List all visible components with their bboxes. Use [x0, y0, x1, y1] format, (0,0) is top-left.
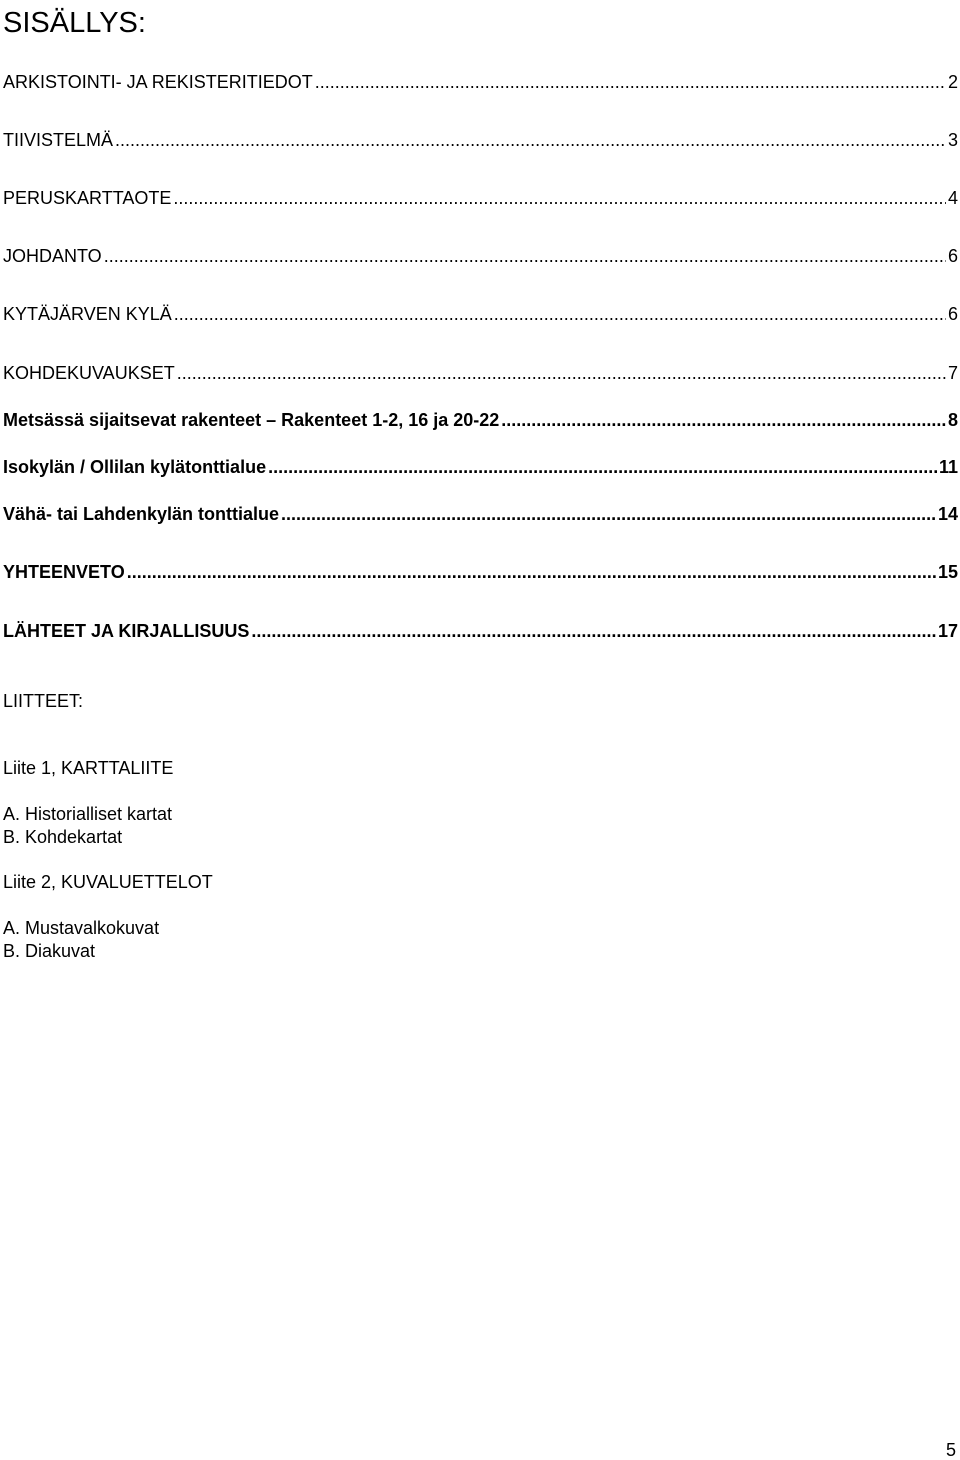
toc-entry-kytajarven-kyla[interactable] [3, 302, 958, 326]
toc-entry-lahteet[interactable] [3, 619, 958, 643]
toc-entry-vaha-tai-lahdenkylan[interactable] [3, 502, 958, 526]
toc-entry-johdanto[interactable] [3, 244, 958, 268]
toc-entry-arkistointi[interactable] [3, 70, 958, 94]
attachment-liite-2-b: B. Diakuvat [3, 941, 96, 961]
toc-label: Metsässä sijaitsevat rakenteet – Rakenteet 1-2, 16 ja 20-22 [3, 410, 500, 430]
page-title: SISÄLLYS: [3, 7, 146, 39]
toc-page-number: 14 [937, 504, 958, 524]
toc-entry-tiivistelma[interactable] [3, 128, 958, 152]
toc-leader [177, 361, 946, 385]
toc-label: JOHDANTO [3, 246, 102, 266]
toc-label: Isokylän / Ollilan kylätonttialue [3, 457, 267, 477]
toc-entry-metsassa[interactable] [3, 408, 958, 432]
toc-label: KYTÄJÄRVEN KYLÄ [3, 304, 172, 324]
toc-label: YHTEENVETO [3, 562, 125, 582]
toc-label: KOHDEKUVAUKSET [3, 363, 175, 383]
toc-page-number: 11 [938, 457, 958, 477]
attachment-liite-1-a: A. Historialliset kartat [3, 804, 173, 824]
toc-page-number: 6 [947, 304, 958, 324]
toc-leader [115, 128, 946, 152]
toc-page-number: 4 [947, 188, 958, 208]
toc-label: TIIVISTELMÄ [3, 130, 114, 150]
toc-entry-isokylan[interactable] [3, 455, 958, 479]
toc-page-number: 6 [947, 246, 958, 266]
toc-label: LÄHTEET JA KIRJALLISUUS [3, 621, 250, 641]
toc-leader [281, 502, 936, 526]
toc-entry-kohdekuvaukset[interactable] [3, 361, 958, 385]
page-number: 5 [945, 1440, 956, 1460]
toc-entry-peruskarttaote[interactable] [3, 186, 958, 210]
attachment-liite-1-b: B. Kohdekartat [3, 827, 123, 847]
toc-leader [174, 302, 946, 326]
attachment-liite-2-a: A. Mustavalkokuvat [3, 918, 160, 938]
toc-page-number: 17 [937, 621, 958, 641]
attachment-liite-2: Liite 2, KUVALUETTELOT [3, 872, 213, 892]
toc-leader [251, 619, 936, 643]
toc-page-number: 8 [947, 410, 958, 430]
toc-leader [173, 186, 946, 210]
toc-label: PERUSKARTTAOTE [3, 188, 172, 208]
toc-leader [268, 455, 937, 479]
toc-page-number: 3 [947, 130, 958, 150]
toc-leader [104, 244, 946, 268]
toc-entry-yhteenveto[interactable] [3, 560, 958, 584]
toc-leader [127, 560, 936, 584]
attachments-heading: LIITTEET: [3, 691, 84, 711]
toc-page-number: 2 [947, 72, 958, 92]
toc-label: Vähä- tai Lahdenkylän tonttialue [3, 504, 280, 524]
toc-page-number: 15 [937, 562, 958, 582]
toc-label: ARKISTOINTI- JA REKISTERITIEDOT [3, 72, 313, 92]
attachment-liite-1: Liite 1, KARTTALIITE [3, 758, 174, 778]
toc-leader [315, 70, 946, 94]
toc-leader [501, 408, 946, 432]
toc-page-number: 7 [947, 363, 958, 383]
